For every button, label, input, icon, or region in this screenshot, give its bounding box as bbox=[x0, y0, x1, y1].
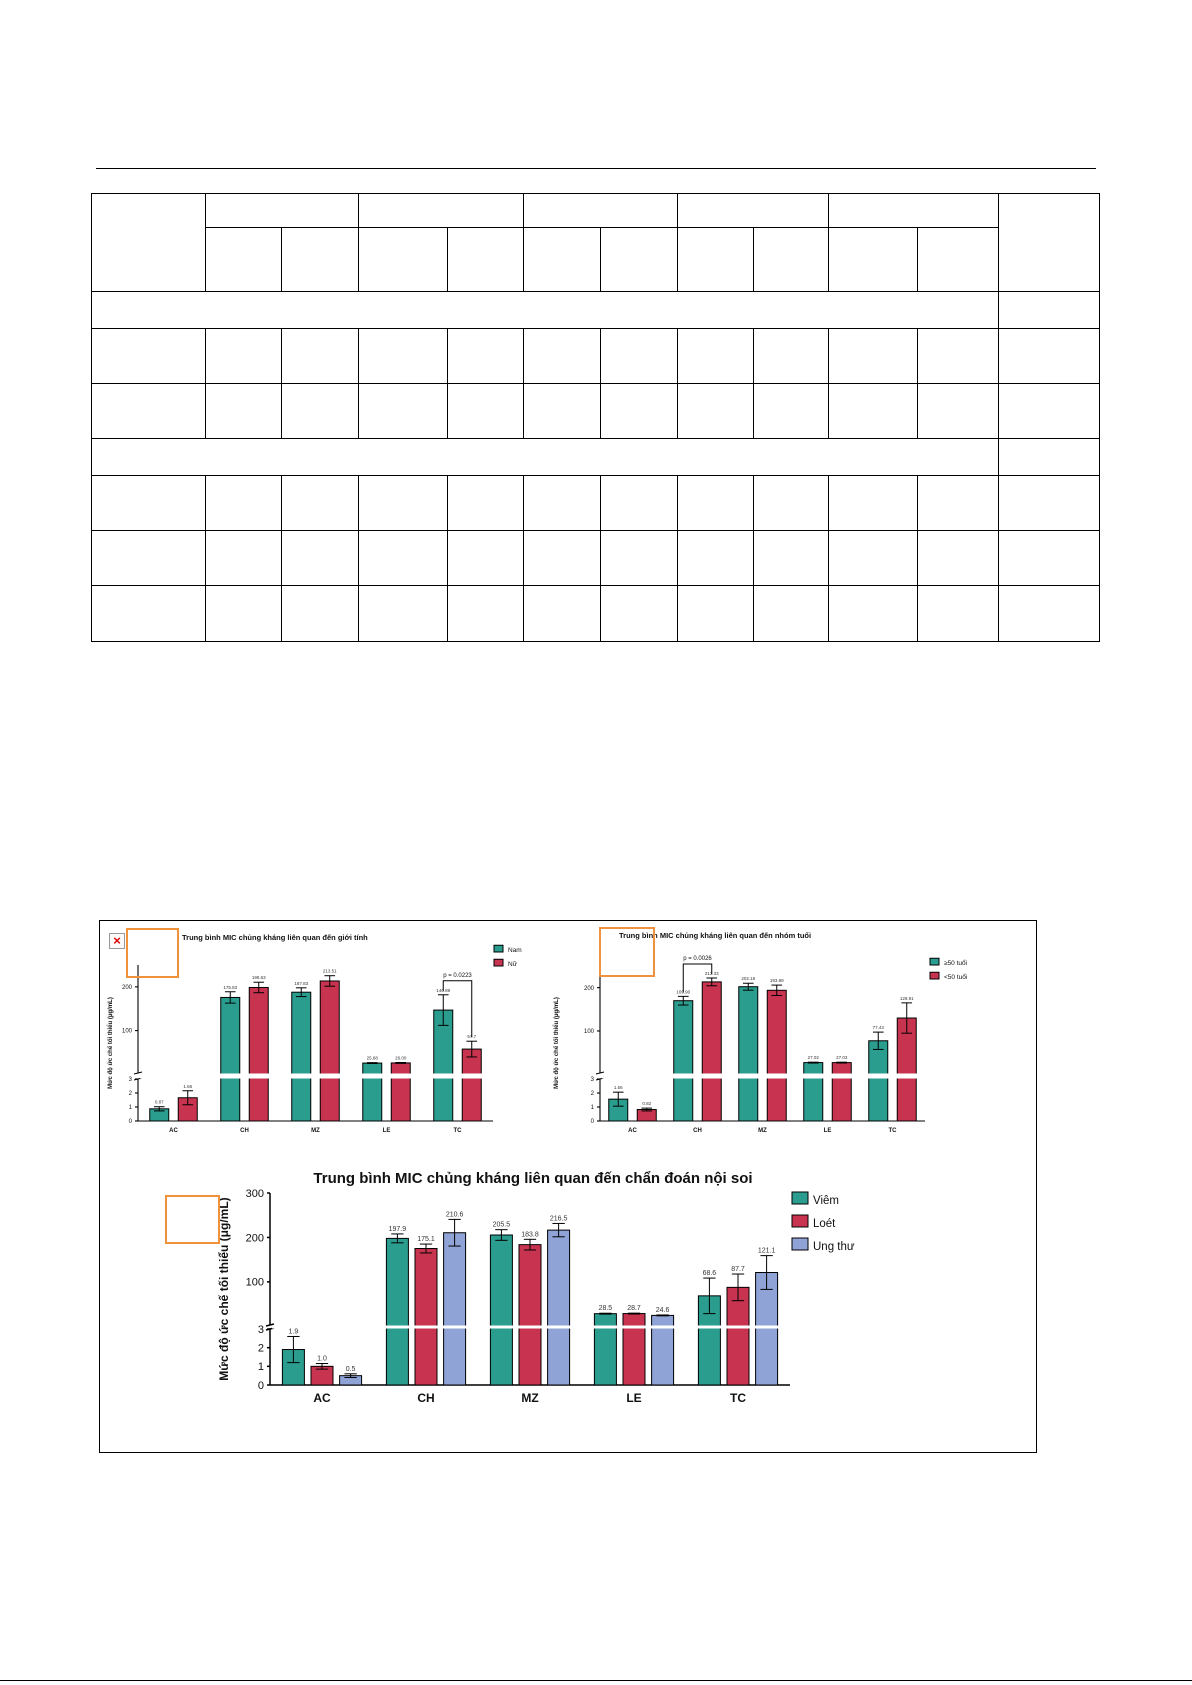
legend-swatch bbox=[930, 972, 939, 979]
bar bbox=[767, 990, 786, 1121]
chart-title: Trung bình MIC chủng kháng liên quan đến giới tính bbox=[182, 933, 368, 942]
table-cell bbox=[359, 228, 448, 292]
legend-swatch bbox=[792, 1238, 808, 1250]
data-label: 27.03 bbox=[836, 1055, 848, 1061]
table-row bbox=[92, 531, 1100, 586]
chart-title: Trung bình MIC chủng kháng liên quan đến chẩn đoán nội soi bbox=[313, 1170, 753, 1187]
x-tick-label: CH bbox=[417, 1391, 435, 1405]
table-cell bbox=[92, 531, 206, 586]
table-cell bbox=[999, 476, 1100, 531]
bar bbox=[386, 1238, 408, 1385]
data-label: 216.5 bbox=[549, 1215, 568, 1223]
table-cell bbox=[206, 476, 282, 531]
table-cell bbox=[282, 384, 359, 439]
legend-label: Ung thư bbox=[813, 1241, 855, 1253]
table-cell bbox=[448, 586, 524, 642]
legend-label: Viêm bbox=[813, 1195, 839, 1207]
bar bbox=[832, 1063, 851, 1121]
legend-label: Nam bbox=[508, 947, 522, 954]
bar bbox=[674, 1001, 693, 1121]
x-tick-label: CH bbox=[240, 1128, 249, 1134]
table-cell bbox=[524, 531, 601, 586]
table-cell bbox=[829, 194, 999, 228]
data-label: 175.1 bbox=[417, 1236, 435, 1244]
y-axis-label: Mức độ ức chế tối thiểu (μg/mL) bbox=[108, 997, 114, 1089]
x-tick-label: MZ bbox=[758, 1128, 767, 1134]
table-cell bbox=[359, 476, 448, 531]
x-tick-label: TC bbox=[730, 1391, 746, 1405]
table-cell bbox=[918, 476, 999, 531]
table-row bbox=[92, 586, 1100, 642]
data-label: 198.63 bbox=[251, 975, 266, 981]
bar bbox=[320, 981, 339, 1121]
bar bbox=[804, 1063, 823, 1121]
data-label: 87.7 bbox=[731, 1266, 745, 1274]
data-label: 205.5 bbox=[492, 1221, 511, 1229]
table-cell bbox=[829, 531, 918, 586]
table-cell bbox=[601, 531, 678, 586]
table-cell bbox=[754, 228, 829, 292]
bar bbox=[434, 1010, 453, 1121]
table-cell bbox=[524, 194, 678, 228]
table-cell bbox=[999, 531, 1100, 586]
table-cell bbox=[678, 586, 754, 642]
legend-swatch bbox=[494, 959, 503, 966]
y-tick-label: 2 bbox=[257, 1342, 264, 1355]
table-cell bbox=[918, 531, 999, 586]
table-cell bbox=[754, 476, 829, 531]
x-tick-label: MZ bbox=[521, 1391, 539, 1405]
table-cell bbox=[448, 228, 524, 292]
legend-label: Loét bbox=[813, 1218, 836, 1230]
y-tick-label: 0 bbox=[257, 1379, 264, 1392]
bar bbox=[702, 982, 721, 1121]
data-label: 26.00 bbox=[395, 1055, 407, 1061]
y-tick-label: 2 bbox=[128, 1091, 132, 1098]
bar bbox=[415, 1249, 437, 1385]
chart-title: Trung bình MIC chủng kháng liên quan đến nhóm tuổi bbox=[619, 931, 812, 940]
table-cell bbox=[678, 531, 754, 586]
data-label: 210.6 bbox=[445, 1211, 464, 1219]
y-tick-label: 1 bbox=[257, 1361, 264, 1374]
table-cell bbox=[999, 586, 1100, 642]
bar bbox=[727, 1287, 749, 1385]
table-row bbox=[92, 329, 1100, 384]
table-cell bbox=[829, 384, 918, 439]
data-label: 169.90 bbox=[676, 989, 691, 995]
data-label: 213.51 bbox=[322, 968, 337, 974]
table-cell bbox=[448, 329, 524, 384]
data-label: 146.89 bbox=[436, 987, 451, 993]
y-tick-label: 1 bbox=[590, 1105, 594, 1112]
table-cell bbox=[524, 228, 601, 292]
table-cell bbox=[601, 228, 678, 292]
table-cell bbox=[678, 228, 754, 292]
panel-marker-a bbox=[126, 928, 179, 978]
data-label: 27.02 bbox=[807, 1055, 819, 1061]
data-label: 1.66 bbox=[183, 1083, 193, 1089]
data-label: 202.18 bbox=[741, 976, 756, 982]
table-cell bbox=[918, 228, 999, 292]
table-cell bbox=[601, 586, 678, 642]
table-cell bbox=[92, 194, 206, 292]
y-tick-label: 100 bbox=[121, 1028, 132, 1035]
x-tick-label: MZ bbox=[311, 1128, 320, 1134]
table-cell bbox=[282, 329, 359, 384]
bar bbox=[548, 1230, 570, 1385]
table-cell bbox=[754, 384, 829, 439]
table-cell bbox=[282, 476, 359, 531]
table-cell bbox=[999, 194, 1100, 292]
table-row bbox=[92, 384, 1100, 439]
significance-label: p = 0.0026 bbox=[683, 955, 712, 962]
table-cell bbox=[829, 476, 918, 531]
table-section-row bbox=[92, 292, 1100, 329]
y-tick-label: 3 bbox=[590, 1077, 594, 1084]
table-cell bbox=[448, 476, 524, 531]
table-cell bbox=[524, 586, 601, 642]
bar bbox=[490, 1235, 512, 1385]
table-cell bbox=[92, 292, 999, 329]
page-header-rule bbox=[96, 168, 1096, 169]
page-footer-rule bbox=[0, 1680, 1192, 1681]
table-cell bbox=[524, 329, 601, 384]
table-cell bbox=[359, 531, 448, 586]
table-cell bbox=[359, 586, 448, 642]
y-tick-label: 0 bbox=[128, 1119, 132, 1126]
table-cell bbox=[524, 384, 601, 439]
table-cell bbox=[448, 384, 524, 439]
y-tick-label: 200 bbox=[121, 984, 132, 991]
x-tick-label: LE bbox=[626, 1391, 642, 1405]
table-cell bbox=[999, 439, 1100, 476]
table-cell bbox=[359, 329, 448, 384]
table-section-row bbox=[92, 439, 1100, 476]
table-cell bbox=[829, 228, 918, 292]
table-cell bbox=[206, 194, 359, 228]
data-label: 68.6 bbox=[702, 1270, 717, 1278]
legend-label: <50 tuổi bbox=[944, 974, 968, 981]
bar bbox=[739, 987, 758, 1121]
bar bbox=[221, 997, 240, 1121]
data-label: 0.87 bbox=[154, 1099, 164, 1105]
bar bbox=[519, 1245, 541, 1385]
data-label: 175.83 bbox=[223, 984, 238, 990]
panel-marker-c bbox=[165, 1195, 220, 1244]
data-label: 28.7 bbox=[627, 1305, 641, 1313]
axis-break-band bbox=[602, 1074, 925, 1079]
table-cell bbox=[918, 384, 999, 439]
table-cell bbox=[754, 329, 829, 384]
x-tick-label: LE bbox=[382, 1128, 391, 1134]
x-tick-label: AC bbox=[313, 1391, 331, 1405]
bar bbox=[869, 1041, 888, 1121]
bar bbox=[249, 987, 268, 1121]
y-tick-label: 3 bbox=[128, 1077, 132, 1084]
table-cell bbox=[92, 586, 206, 642]
table-subheader-row bbox=[92, 228, 1100, 292]
data-label: 183.8 bbox=[521, 1231, 539, 1239]
table-cell bbox=[92, 439, 999, 476]
table-cell bbox=[206, 329, 282, 384]
bar bbox=[594, 1314, 616, 1385]
data-label: 25.68 bbox=[366, 1055, 378, 1061]
table-cell bbox=[206, 586, 282, 642]
table-cell bbox=[601, 329, 678, 384]
table-cell bbox=[206, 384, 282, 439]
x-tick-label: TC bbox=[453, 1128, 462, 1134]
table-cell bbox=[999, 384, 1100, 439]
table-cell bbox=[754, 586, 829, 642]
bar bbox=[623, 1314, 645, 1385]
axis-break-band bbox=[272, 1326, 790, 1329]
data-label: 1.0 bbox=[317, 1355, 327, 1363]
y-tick-label: 300 bbox=[245, 1187, 264, 1200]
data-label: 197.9 bbox=[388, 1225, 407, 1233]
table-cell bbox=[754, 531, 829, 586]
x-tick-label: AC bbox=[169, 1128, 178, 1134]
y-tick-label: 1 bbox=[128, 1105, 132, 1112]
table-cell bbox=[359, 194, 524, 228]
y-tick-label: 200 bbox=[245, 1232, 264, 1245]
broken-image-icon: × bbox=[109, 933, 125, 949]
data-label: 193.89 bbox=[769, 978, 784, 984]
x-tick-label: LE bbox=[823, 1128, 832, 1134]
data-label: 77.43 bbox=[872, 1025, 884, 1031]
table-cell bbox=[524, 476, 601, 531]
table-cell bbox=[282, 531, 359, 586]
table-cell bbox=[359, 384, 448, 439]
y-tick-label: 2 bbox=[590, 1091, 594, 1098]
data-label: 57.7 bbox=[467, 1034, 477, 1040]
legend-swatch bbox=[494, 945, 503, 952]
table-cell bbox=[678, 329, 754, 384]
table-cell bbox=[678, 476, 754, 531]
data-label: 213.33 bbox=[704, 970, 719, 976]
data-label: 1.56 bbox=[613, 1085, 623, 1091]
x-tick-label: AC bbox=[628, 1128, 637, 1134]
significance-label: p = 0.0223 bbox=[443, 972, 472, 979]
bar bbox=[444, 1233, 466, 1385]
table-cell bbox=[92, 329, 206, 384]
data-label: 24.6 bbox=[655, 1306, 670, 1314]
legend-label: ≥50 tuổi bbox=[944, 960, 968, 967]
legend-swatch bbox=[792, 1192, 808, 1204]
y-tick-label: 0 bbox=[590, 1119, 594, 1126]
table-cell bbox=[92, 384, 206, 439]
table-cell bbox=[92, 476, 206, 531]
table-cell bbox=[918, 586, 999, 642]
legend-swatch bbox=[792, 1215, 808, 1227]
table-cell bbox=[601, 476, 678, 531]
x-tick-label: TC bbox=[888, 1128, 897, 1134]
legend-swatch bbox=[930, 958, 939, 965]
y-axis-label: Mức độ ức chế tối thiểu (μg/mL) bbox=[217, 1197, 231, 1381]
y-tick-label: 100 bbox=[583, 1029, 594, 1036]
table-cell bbox=[829, 329, 918, 384]
table-cell bbox=[206, 228, 282, 292]
x-tick-label: CH bbox=[693, 1128, 702, 1134]
axis-break-band bbox=[140, 1074, 493, 1079]
y-tick-label: 200 bbox=[583, 985, 594, 992]
table-cell bbox=[206, 531, 282, 586]
data-label: 1.9 bbox=[288, 1328, 299, 1336]
data-label: 187.83 bbox=[294, 980, 309, 986]
figure-charts-svg bbox=[100, 921, 1038, 1454]
figure-panel bbox=[99, 920, 1037, 1453]
table-cell bbox=[678, 384, 754, 439]
table-cell bbox=[999, 292, 1100, 329]
table-row bbox=[92, 476, 1100, 531]
data-label: 0.5 bbox=[345, 1365, 356, 1373]
data-label: 129.91 bbox=[899, 995, 914, 1001]
data-label: 0.82 bbox=[642, 1101, 652, 1107]
table-cell bbox=[448, 531, 524, 586]
y-tick-label: 100 bbox=[245, 1276, 264, 1289]
table-cell bbox=[829, 586, 918, 642]
table-cell bbox=[282, 228, 359, 292]
y-tick-label: 3 bbox=[257, 1323, 264, 1336]
table-header-row bbox=[92, 194, 1100, 228]
legend-label: Nữ bbox=[508, 961, 518, 968]
table-cell bbox=[999, 329, 1100, 384]
table-cell bbox=[282, 586, 359, 642]
data-label: 28.5 bbox=[598, 1305, 613, 1313]
data-table bbox=[91, 193, 1100, 642]
data-label: 121.1 bbox=[757, 1247, 776, 1255]
bar bbox=[292, 992, 311, 1121]
table-cell bbox=[918, 329, 999, 384]
bar bbox=[391, 1063, 410, 1121]
panel-marker-b bbox=[599, 927, 655, 977]
bar bbox=[363, 1063, 382, 1121]
table-cell bbox=[678, 194, 829, 228]
table-cell bbox=[601, 384, 678, 439]
bar bbox=[462, 1049, 481, 1121]
y-axis-label: Mức độ ức chế tối thiểu (μg/mL) bbox=[554, 997, 560, 1089]
